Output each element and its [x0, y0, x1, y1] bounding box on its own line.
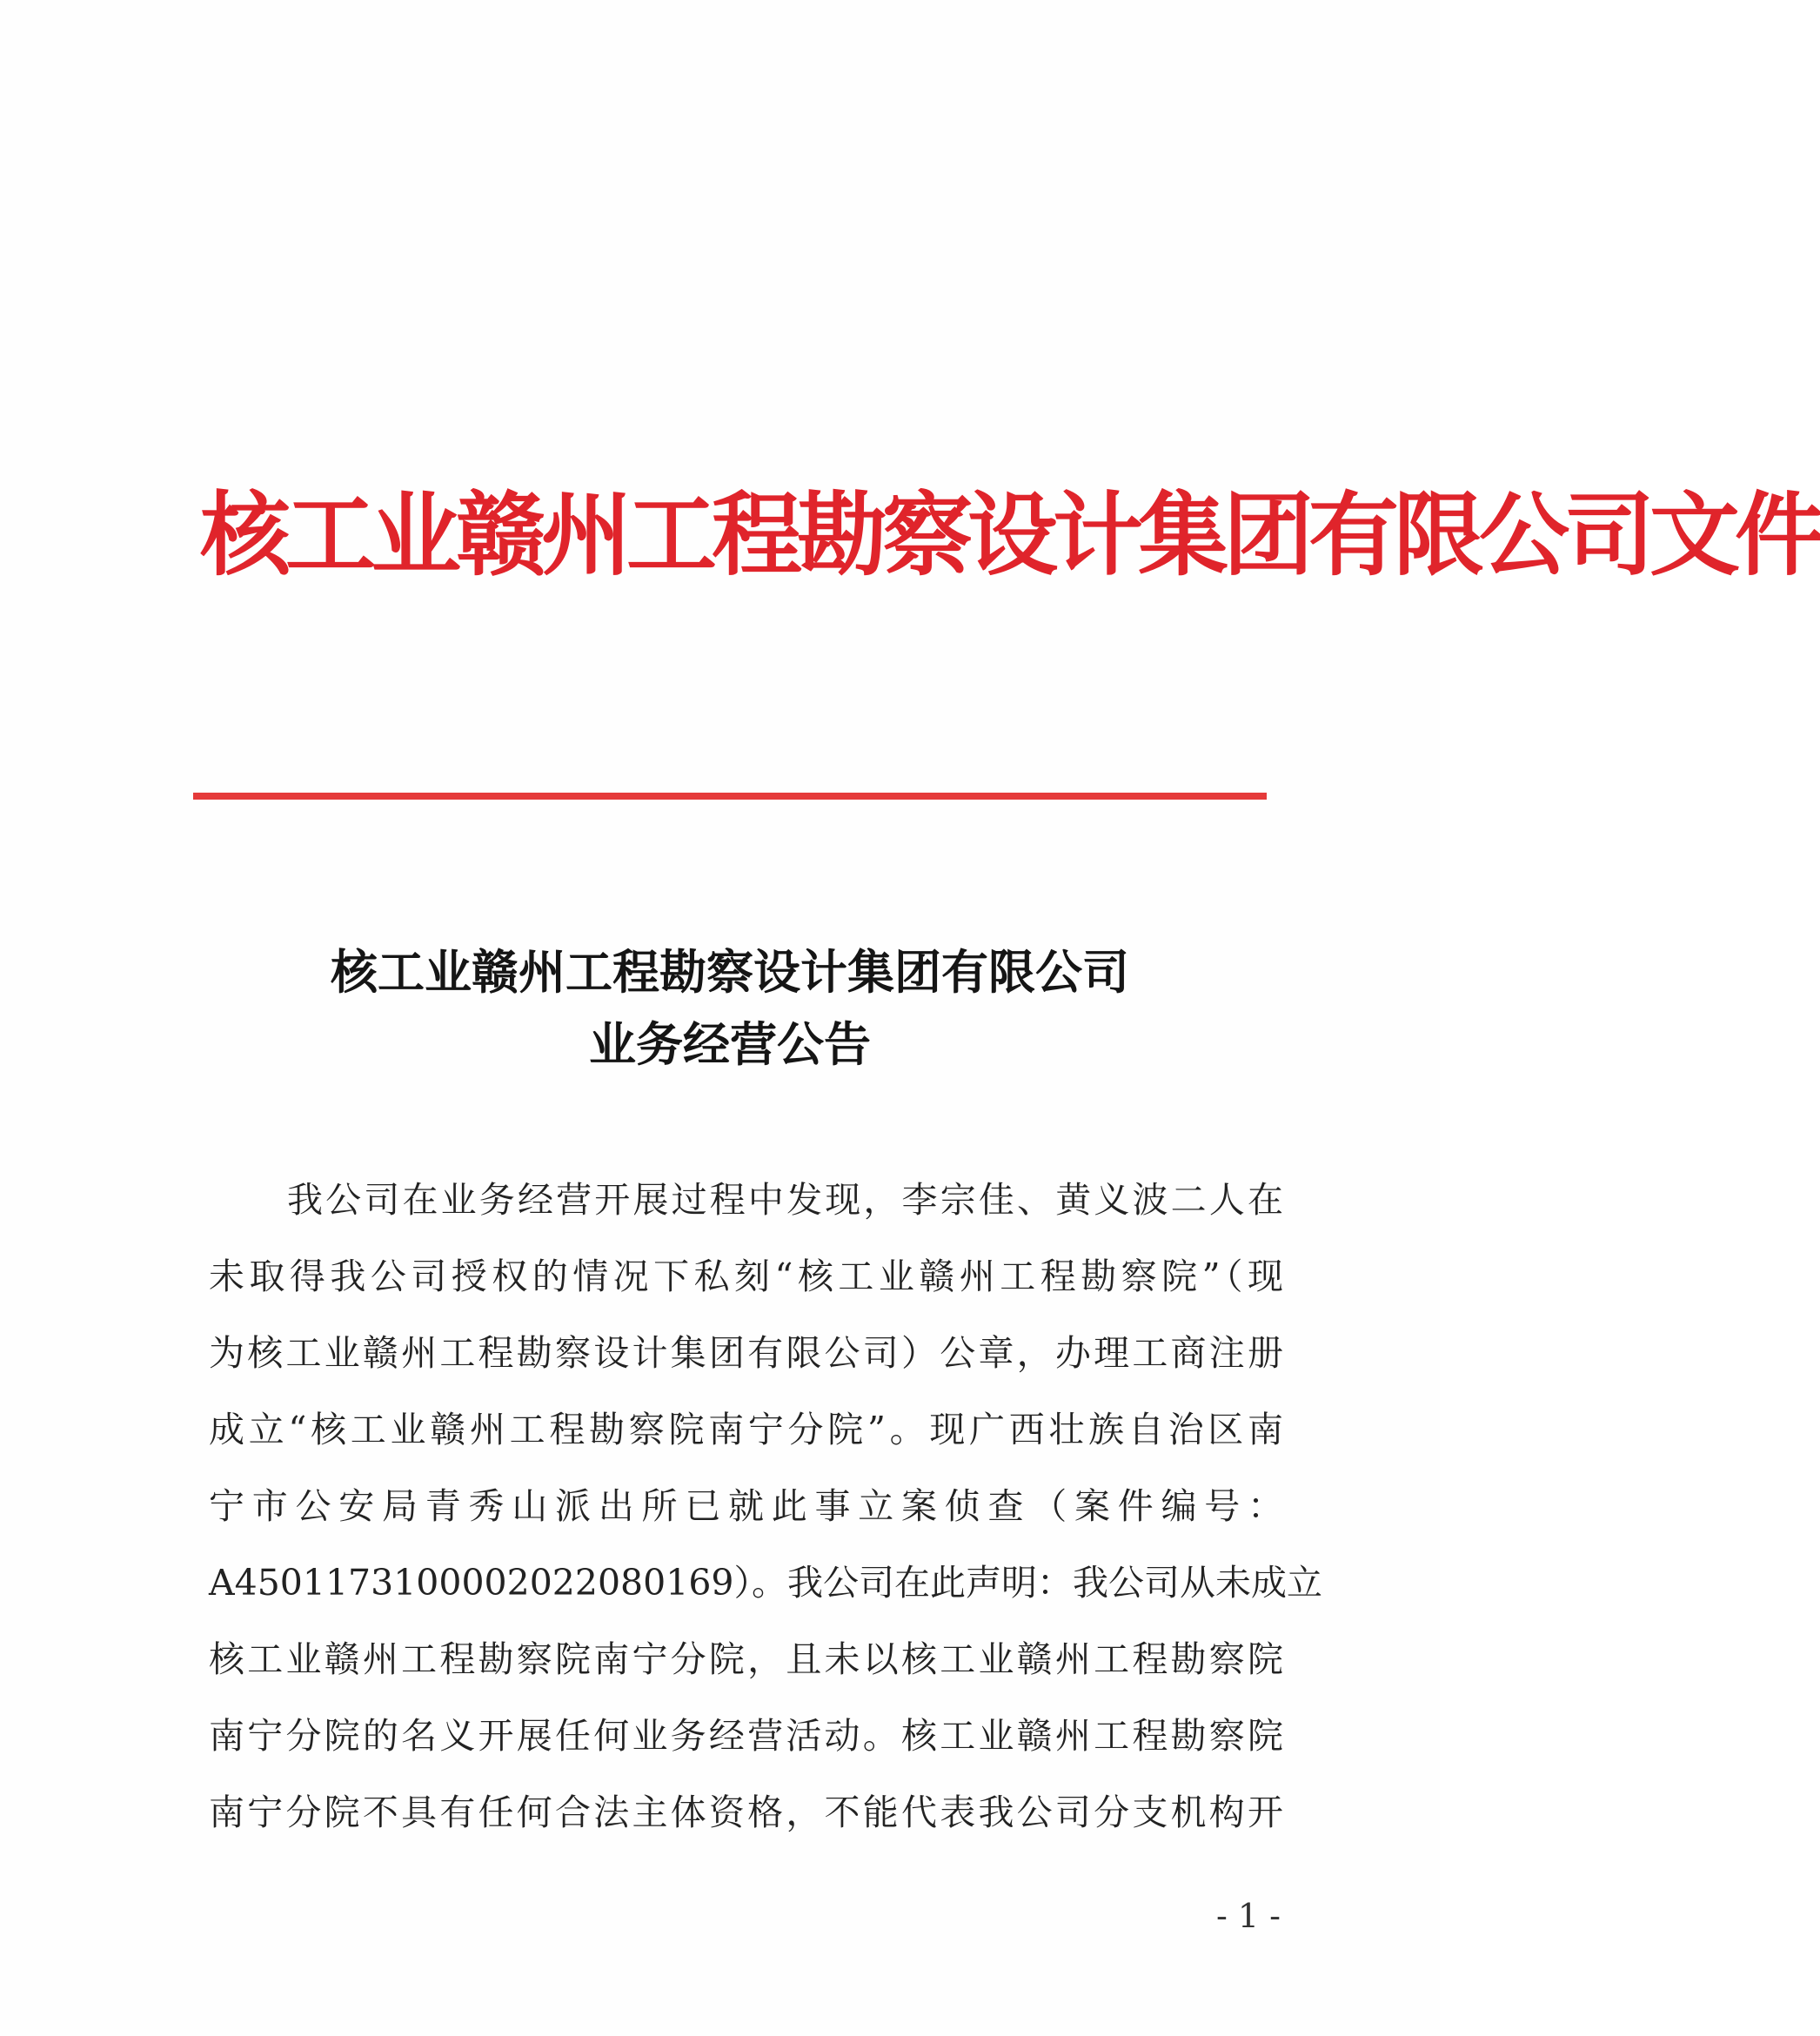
- body-line: 为核工业赣州工程勘察设计集团有限公司）公章，办理工商注册: [209, 1332, 1283, 1374]
- body-line: A4501173100002022080169）。我公司在此声明：我公司从未成立: [209, 1562, 1322, 1604]
- body-line: 未取得我公司授权的情况下私刻“核工业赣州工程勘察院”（现: [209, 1256, 1283, 1297]
- notice-title-line1: 核工业赣州工程勘察设计集团有限公司: [331, 944, 1129, 1000]
- page-number: - 1 -: [1215, 1897, 1281, 1935]
- body-line: 南宁分院不具有任何合法主体资格，不能代表我公司分支机构开: [209, 1792, 1283, 1833]
- body-line: 我公司在业务经营开展过程中发现，李宗佳、黄义波二人在: [287, 1179, 1283, 1221]
- red-header-title: 核工业赣州工程勘察设计集团有限公司文件: [200, 482, 1820, 588]
- notice-title-line2: 业务经营公告: [589, 1016, 871, 1072]
- body-line: 宁市公安局青秀山派出所已就此事立案侦查（案件编号：: [209, 1485, 1283, 1527]
- body-line: 核工业赣州工程勘察院南宁分院，且未以核工业赣州工程勘察院: [209, 1638, 1283, 1680]
- body-line: 南宁分院的名义开展任何业务经营活动。核工业赣州工程勘察院: [209, 1715, 1283, 1757]
- red-header-rule: [193, 793, 1267, 800]
- body-line: 成立“核工业赣州工程勘察院南宁分院”。现广西壮族自治区南: [209, 1409, 1283, 1450]
- notice-body: [209, 1162, 1322, 1851]
